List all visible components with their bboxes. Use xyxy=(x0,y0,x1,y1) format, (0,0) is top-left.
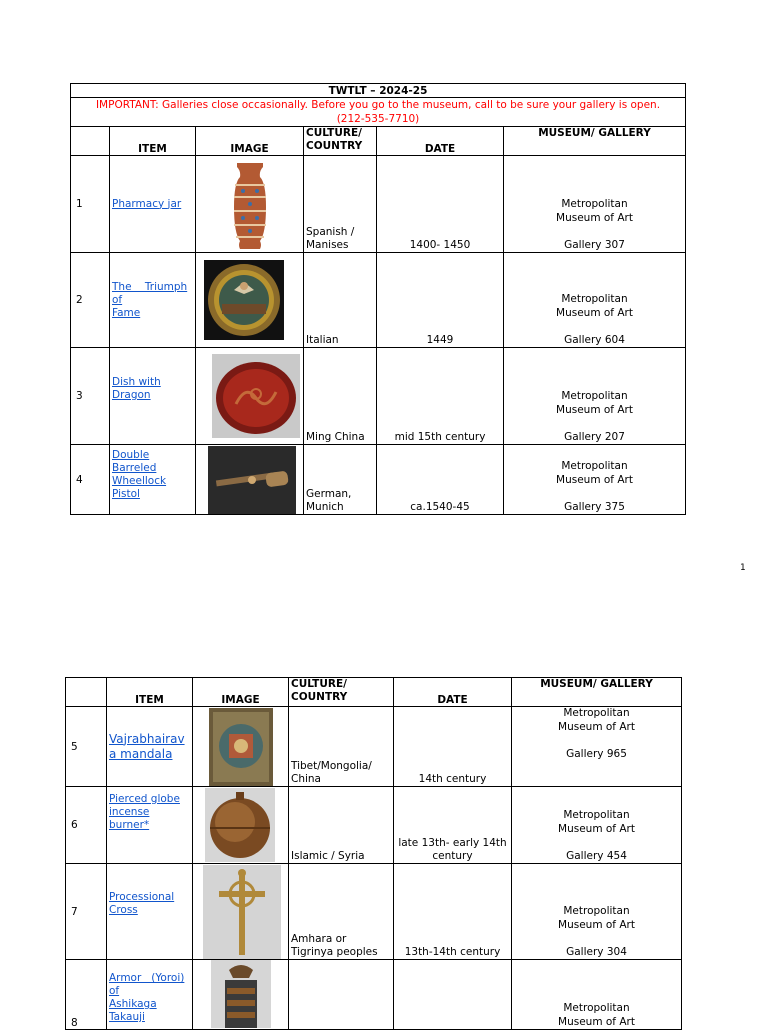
table-row xyxy=(71,445,686,515)
header-item: ITEM xyxy=(110,127,196,156)
row-number: 5 xyxy=(66,707,107,787)
row-number: 8 xyxy=(66,960,107,1030)
date-cell: ca.1540-45 xyxy=(377,445,504,515)
date-cell: 14th century xyxy=(394,707,512,787)
culture-cell xyxy=(289,960,394,1030)
museum-cell: Metropolitan Museum of Art Gallery 965 xyxy=(512,707,682,787)
museum-cell: Metropolitan Museum of Art Gallery 304 xyxy=(512,864,682,960)
date-cell: mid 15th century xyxy=(377,348,504,445)
important-notice: IMPORTANT: Galleries close occasionally. Before you go to the museum, call to be sure your gallery is open. (212-535-7710) xyxy=(71,98,686,127)
header-date: DATE xyxy=(377,127,504,156)
table-row xyxy=(66,960,682,1030)
row-number: 7 xyxy=(66,864,107,960)
museum-cell: Metropolitan Museum of Art Gallery 207 xyxy=(504,348,686,445)
armor-icon xyxy=(211,960,271,1028)
museum-cell: Metropolitan Museum of Art Gallery 307 xyxy=(504,156,686,253)
row-number: 1 xyxy=(71,156,110,253)
row-number: 6 xyxy=(66,787,107,864)
item-link-dish-with-dragon[interactable]: Dish with Dragon xyxy=(112,376,161,401)
header-image: IMAGE xyxy=(196,127,304,156)
culture-cell: Spanish / Manises xyxy=(304,156,377,253)
culture-cell: German, Munich xyxy=(304,445,377,515)
header-row xyxy=(71,127,686,156)
item-link-pharmacy-jar[interactable]: Pharmacy jar xyxy=(112,197,182,210)
pharmacy-jar-icon xyxy=(223,157,277,252)
museum-cell: Metropolitan Museum of Art Gallery 604 xyxy=(504,253,686,348)
item-cell xyxy=(110,445,196,515)
processional-cross-icon xyxy=(203,865,281,959)
table-row xyxy=(66,787,682,864)
item-link-processional-cross[interactable]: Processional Cross xyxy=(109,891,175,916)
row-number: 3 xyxy=(71,348,110,445)
triumph-of-fame-photo xyxy=(196,253,304,348)
museum-cell: Metropolitan Museum of Art Gallery 375 xyxy=(504,445,686,515)
item-link-triumph-of-fame[interactable]: The Triumph of Fame xyxy=(112,280,188,319)
row-number: 2 xyxy=(71,253,110,348)
dragon-dish-photo xyxy=(196,348,304,445)
culture-cell: Tibet/Mongolia/ China xyxy=(289,707,394,787)
header-date: DATE xyxy=(394,678,512,707)
document-title: TWTLT – 2024-25 xyxy=(71,84,686,98)
date-cell: 1449 xyxy=(377,253,504,348)
processional-cross-photo xyxy=(193,864,289,960)
item-link-armor-yoroi[interactable]: Armor (Yoroi) of Ashikaga Takauji xyxy=(109,972,185,1023)
culture-cell: Amhara or Tigrinya peoples xyxy=(289,864,394,960)
header-num xyxy=(71,127,110,156)
date-cell: 1400- 1450 xyxy=(377,156,504,253)
incense-burner-photo xyxy=(193,787,289,864)
triumph-of-fame-icon xyxy=(204,260,284,340)
mandala-icon xyxy=(209,708,273,786)
page-number: 1 xyxy=(740,563,746,573)
item-link-vajrabhairava-mandala[interactable]: Vajrabhairav a mandala xyxy=(109,731,185,761)
phone-number: (212-535-7710) xyxy=(336,113,420,125)
culture-cell: Ming China xyxy=(304,348,377,445)
table-row xyxy=(71,253,686,348)
header-num xyxy=(66,678,107,707)
date-cell: late 13th- early 14th century xyxy=(394,787,512,864)
mandala-photo xyxy=(193,707,289,787)
table-row xyxy=(66,864,682,960)
item-link-wheellock-pistol[interactable]: Double Barreled Wheellock Pistol xyxy=(112,449,167,500)
header-museum: MUSEUM/ GALLERY xyxy=(512,678,682,707)
incense-burner-icon xyxy=(205,788,275,862)
item-cell xyxy=(110,156,196,253)
header-culture: CULTURE/ COUNTRY xyxy=(304,127,377,156)
item-cell xyxy=(107,707,193,787)
item-cell xyxy=(107,787,193,864)
pharmacy-jar-photo xyxy=(196,156,304,253)
header-row xyxy=(66,678,682,707)
item-link-incense-burner[interactable]: Pierced globe incense burner* xyxy=(109,793,180,831)
museum-cell: Metropolitan Museum of Art xyxy=(512,960,682,1030)
pistol-photo xyxy=(196,445,304,515)
table-row xyxy=(71,348,686,445)
item-cell xyxy=(110,348,196,445)
item-cell xyxy=(107,960,193,1030)
header-museum: MUSEUM/ GALLERY xyxy=(504,127,686,156)
header-culture: CULTURE/ COUNTRY xyxy=(289,678,394,707)
dragon-dish-icon xyxy=(212,354,300,438)
culture-cell: Islamic / Syria xyxy=(289,787,394,864)
armor-photo xyxy=(193,960,289,1030)
pistol-icon xyxy=(208,446,296,514)
table-row xyxy=(71,156,686,253)
header-item: ITEM xyxy=(107,678,193,707)
item-cell xyxy=(107,864,193,960)
culture-cell: Italian xyxy=(304,253,377,348)
item-cell xyxy=(110,253,196,348)
date-cell: 13th-14th century xyxy=(394,864,512,960)
row-number: 4 xyxy=(71,445,110,515)
gallery-table-page2 xyxy=(65,677,682,1030)
museum-cell: Metropolitan Museum of Art Gallery 454 xyxy=(512,787,682,864)
gallery-table-page1 xyxy=(70,83,686,515)
header-image: IMAGE xyxy=(193,678,289,707)
date-cell xyxy=(394,960,512,1030)
table-row xyxy=(66,707,682,787)
